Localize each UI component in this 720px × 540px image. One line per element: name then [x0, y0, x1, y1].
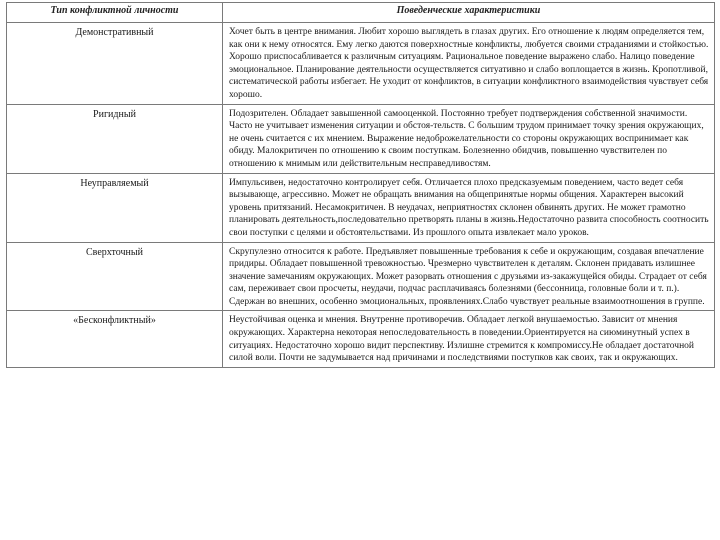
table-row-overprecise: [7, 242, 715, 311]
header-row: [7, 3, 715, 23]
table-row-uncontrollable: [7, 173, 715, 242]
table-header: [7, 3, 715, 23]
table-row-demonstrative: [7, 23, 715, 105]
table-row-conflictless: [7, 311, 715, 367]
type-cell: Сверхточный: [7, 242, 223, 311]
description-cell: Неустойчивая оценка и мнения. Внутренне противоречив. Обладает легкой внушаемостью. Зависит от мнения окружающих. Характерна некоторая непоследовательность в поведении.Ориентируется на сиюминутный успех в ситуациях. Недостаточно хорошо видит перспективу. Излишне стремится к компромиссу.Не обладает достаточной силой воли. Почти не задумывается над причинами и последствиями поступков как своих, так и окружающих.: [223, 311, 715, 367]
type-cell: Неуправляемый: [7, 173, 223, 242]
table-row-rigid: [7, 104, 715, 173]
type-cell: Демонстративный: [7, 23, 223, 105]
description-cell: Хочет быть в центре внимания. Любит хорошо выглядеть в глазах других. Его отношение к людям определяется тем, как они к нему относятся. Ему легко даются поверхностные конфликты, любуется своими страданиями и стойкостью. Хорошо приспосабливается к различным ситуациям. Рациональное поведение выражено слабо. Налицо поведение эмоциональное. Планирование деятельности осуществляется ситуативно и слабо воплощается в жизнь. Кропотливой, систематической работы избегает. Не уходит от конфликтов, в ситуации конфликтного взаимодействия чувствует себя хорошо.: [223, 23, 715, 105]
description-cell: Скрупулезно относится к работе. Предъявляет повышенные требования к себе и окружающим, создавая впечатление придиры. Обладает повышенной тревожностью. Чрезмерно чувствителен к деталям. Склонен придавать излишнее значение замечаниям окружающих. Может разорвать отношения с друзьями из-закажущейся обиды. Страдает от себя сам, переживает свои просчеты, неудачи, подчас расплачиваясь болезнями (бессонница, головные боли и т. п.). Сдержан во внешних, особенно эмоциональных, проявлениях.Слабо чувствует реальные взаимоотношения в группе.: [223, 242, 715, 311]
description-cell: Подозрителен. Обладает завышенной самооценкой. Постоянно требует подтверждения собственной значимости. Часто не учитывает изменения ситуации и обстоя-тельств. С большим трудом принимает точку зрения окружающих, не очень считается с их мнением. Выражение недоброжелательности со стороны окружающих воспринимает как обиду. Малокритичен по отношению к своим поступкам. Болезненно обидчив, повышенно чувствителен по отношению к мнимым или действительным несправедливостям.: [223, 104, 715, 173]
conflict-personality-table: [6, 2, 715, 368]
description-cell: Импульсивен, недостаточно контролирует себя. Отличается плохо предсказуемым поведением, часто ведет себя вызывающе, агрессивно. Может не обращать внимания на общепринятые нормы общения. Характерен высокий уровень притязаний. Несамокритичен. В неудачах, неприятностях склонен обвинять других. Не может грамотно планировать деятельность,последовательно претворять планы в жизнь.Недостаточно развита способность соотносить свои поступки с целями и обстоятельствами. Из прошлого опыта извлекает мало уроков.: [223, 173, 715, 242]
header-personality-type: Тип конфликтной личности: [7, 3, 223, 23]
type-cell: Ригидный: [7, 104, 223, 173]
type-cell: «Бесконфликтный»: [7, 311, 223, 367]
header-behavior-traits: Поведенческие характеристики: [223, 3, 715, 23]
table-body: [7, 23, 715, 368]
